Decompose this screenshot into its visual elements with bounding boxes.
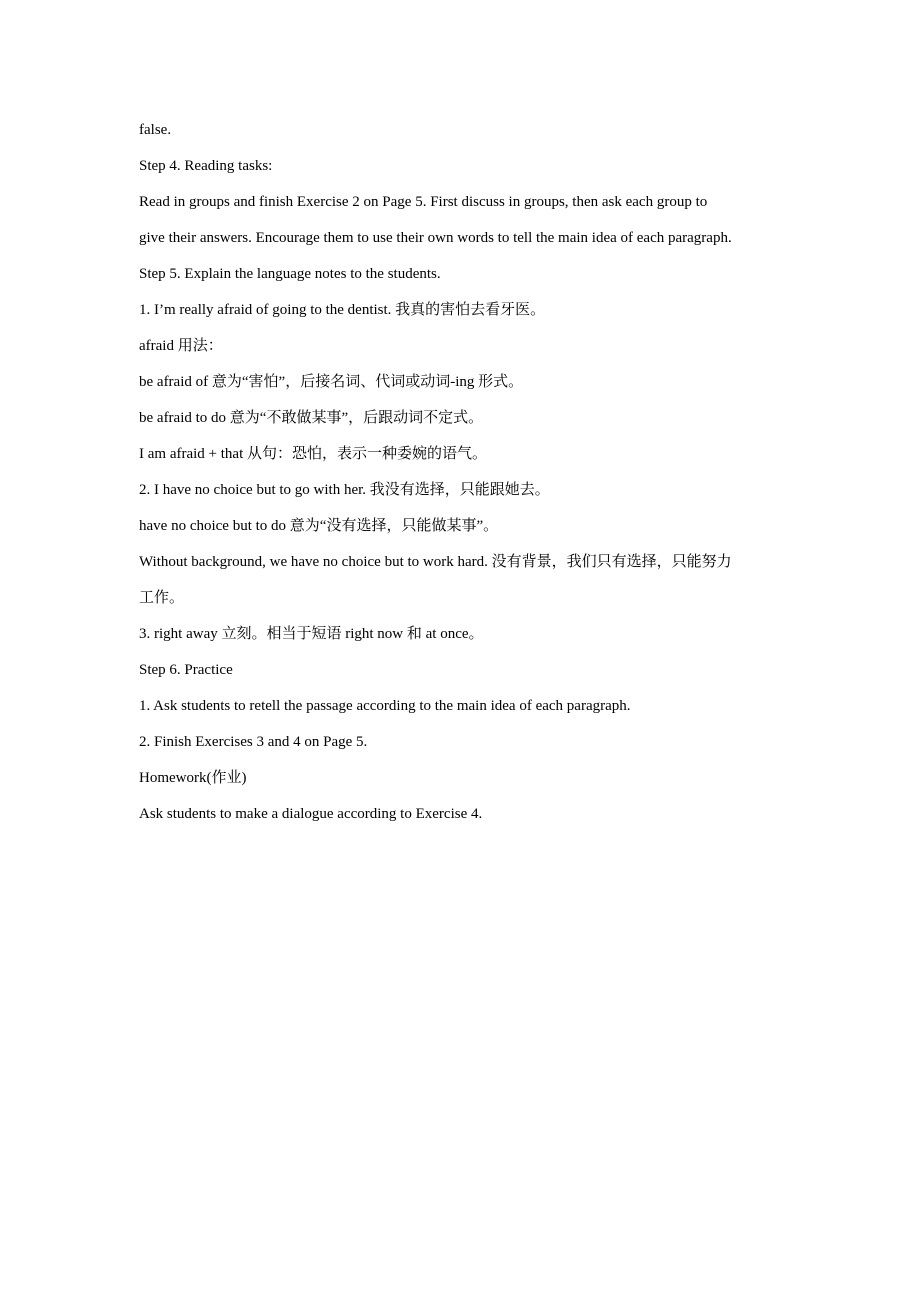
- text-line: 2. Finish Exercises 3 and 4 on Page 5.: [139, 734, 368, 750]
- text-line: Without background, we have no choice but to work hard. 没有背景，我们只有选择，只能努力: [139, 554, 732, 570]
- step-4-heading: Step 4. Reading tasks:: [139, 158, 273, 174]
- text-line: be afraid to do 意为“不敢做某事”，后跟动词不定式。: [139, 410, 484, 426]
- note-3: 3. right away 立刻。相当于短语 right now 和 at once。: [139, 626, 484, 642]
- text-line: be afraid of 意为“害怕”，后接名词、代词或动词-ing 形式。: [139, 374, 524, 390]
- text-line: have no choice but to do 意为“没有选择，只能做某事”。: [139, 518, 499, 534]
- note-1: 1. I’m really afraid of going to the dentist. 我真的害怕去看牙医。: [139, 302, 546, 318]
- text-line: Ask students to make a dialogue according to Exercise 4.: [139, 806, 483, 822]
- document-body: [139, 112, 799, 832]
- step-6-heading: Step 6. Practice: [139, 662, 233, 678]
- text-line: afraid 用法：: [139, 338, 223, 354]
- text-line: Read in groups and finish Exercise 2 on Page 5. First discuss in groups, then ask each group to: [139, 194, 708, 210]
- homework-heading: Homework(作业): [139, 770, 247, 786]
- text-line: 工作。: [139, 590, 185, 606]
- note-2: 2. I have no choice but to go with her. 我没有选择，只能跟她去。: [139, 482, 550, 498]
- text-line: I am afraid + that 从句：恐怕，表示一种委婉的语气。: [139, 446, 487, 462]
- step-5-heading: Step 5. Explain the language notes to the students.: [139, 266, 441, 282]
- text-line: 1. Ask students to retell the passage according to the main idea of each paragraph.: [139, 698, 631, 714]
- text-line: false.: [139, 122, 172, 138]
- text-line: give their answers. Encourage them to use their own words to tell the main idea of each paragraph.: [139, 230, 732, 246]
